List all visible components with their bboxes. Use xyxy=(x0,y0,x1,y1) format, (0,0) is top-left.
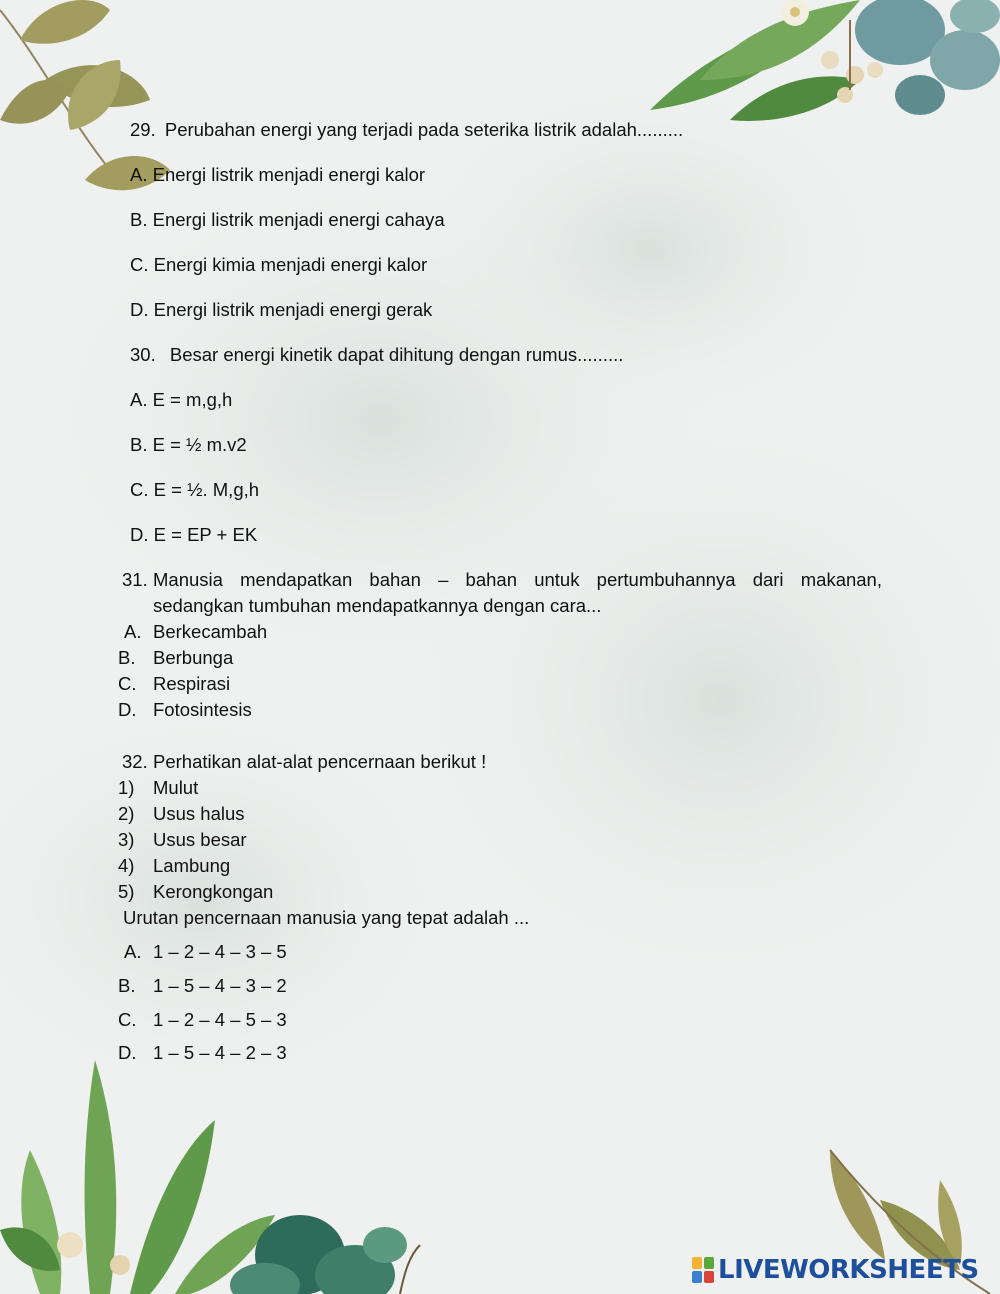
question-32-prompt: Urutan pencernaan manusia yang tepat adalah ... xyxy=(123,907,530,928)
question-30 xyxy=(130,344,623,366)
q31-option-b[interactable] xyxy=(118,647,234,669)
option-text: 1 – 5 – 4 – 3 – 2 xyxy=(153,975,287,996)
q29-option-c[interactable]: C. Energi kimia menjadi energi kalor xyxy=(130,254,428,275)
option-text: Respirasi xyxy=(153,673,231,694)
q30-option-d[interactable]: D. E = EP + EK xyxy=(130,524,258,545)
question-29 xyxy=(130,119,683,141)
option-text: Berkecambah xyxy=(153,621,268,642)
option-text: Fotosintesis xyxy=(153,699,252,720)
item-number: 2) xyxy=(118,803,135,824)
option-text: 1 – 2 – 4 – 5 – 3 xyxy=(153,1009,287,1030)
q29-option-d[interactable]: D. Energi listrik menjadi energi gerak xyxy=(130,299,433,320)
list-item xyxy=(118,803,245,825)
option-letter: B. xyxy=(118,975,136,996)
option-letter: A. xyxy=(124,941,142,962)
q29-option-a[interactable]: A. Energi listrik menjadi energi kalor xyxy=(130,164,426,185)
option-text: Berbunga xyxy=(153,647,234,668)
question-32 xyxy=(122,751,487,773)
brand-name: LIVEWORKSHEETS xyxy=(718,1255,979,1285)
item-number: 5) xyxy=(118,881,135,902)
question-31-line-2: sedangkan tumbuhan mendapatkannya dengan cara... xyxy=(153,595,602,616)
logo-mark-icon xyxy=(692,1257,714,1283)
list-item xyxy=(118,829,247,851)
option-letter: D. xyxy=(118,699,137,720)
q29-option-b[interactable]: B. Energi listrik menjadi energi cahaya xyxy=(130,209,445,230)
option-letter: C. xyxy=(118,673,137,694)
item-text: Mulut xyxy=(153,777,199,798)
q32-option-d[interactable] xyxy=(118,1042,287,1064)
q32-option-c[interactable] xyxy=(118,1009,287,1031)
question-number: 29. xyxy=(130,119,156,140)
q31-option-d[interactable] xyxy=(118,699,252,721)
question-number: 32. xyxy=(122,751,148,772)
option-letter: C. xyxy=(118,1009,137,1030)
question-31-line-1: Manusia mendapatkan bahan – bahan untuk pertumbuhannya dari makanan, xyxy=(153,569,882,590)
item-text: Lambung xyxy=(153,855,231,876)
q32-option-b[interactable] xyxy=(118,975,287,997)
q30-option-c[interactable]: C. E = ½. M,g,h xyxy=(130,479,260,500)
q30-option-a[interactable]: A. E = m,g,h xyxy=(130,389,233,410)
item-text: Kerongkongan xyxy=(153,881,274,902)
list-item xyxy=(118,777,199,799)
q30-option-b[interactable]: B. E = ½ m.v2 xyxy=(130,434,247,455)
item-text: Usus halus xyxy=(153,803,245,824)
q31-option-c[interactable] xyxy=(118,673,231,695)
option-letter: D. xyxy=(118,1042,137,1063)
question-text: Perhatikan alat-alat pencernaan berikut ! xyxy=(153,751,487,772)
item-number: 4) xyxy=(118,855,135,876)
item-text: Usus besar xyxy=(153,829,247,850)
q31-option-a[interactable] xyxy=(124,621,268,643)
question-text: Besar energi kinetik dapat dihitung dengan rumus......... xyxy=(169,344,624,365)
list-item xyxy=(118,881,274,903)
question-31-number: 31. xyxy=(122,569,148,590)
question-number: 30. xyxy=(130,344,156,365)
option-letter: A. xyxy=(124,621,142,642)
list-item xyxy=(118,855,231,877)
q32-option-a[interactable] xyxy=(124,941,287,963)
item-number: 3) xyxy=(118,829,135,850)
option-text: 1 – 2 – 4 – 3 – 5 xyxy=(153,941,287,962)
option-letter: B. xyxy=(118,647,136,668)
liveworksheets-logo[interactable] xyxy=(692,1254,979,1286)
option-text: 1 – 5 – 4 – 2 – 3 xyxy=(153,1042,287,1063)
item-number: 1) xyxy=(118,777,135,798)
question-text: Perubahan energi yang terjadi pada seterika listrik adalah......... xyxy=(164,119,684,140)
